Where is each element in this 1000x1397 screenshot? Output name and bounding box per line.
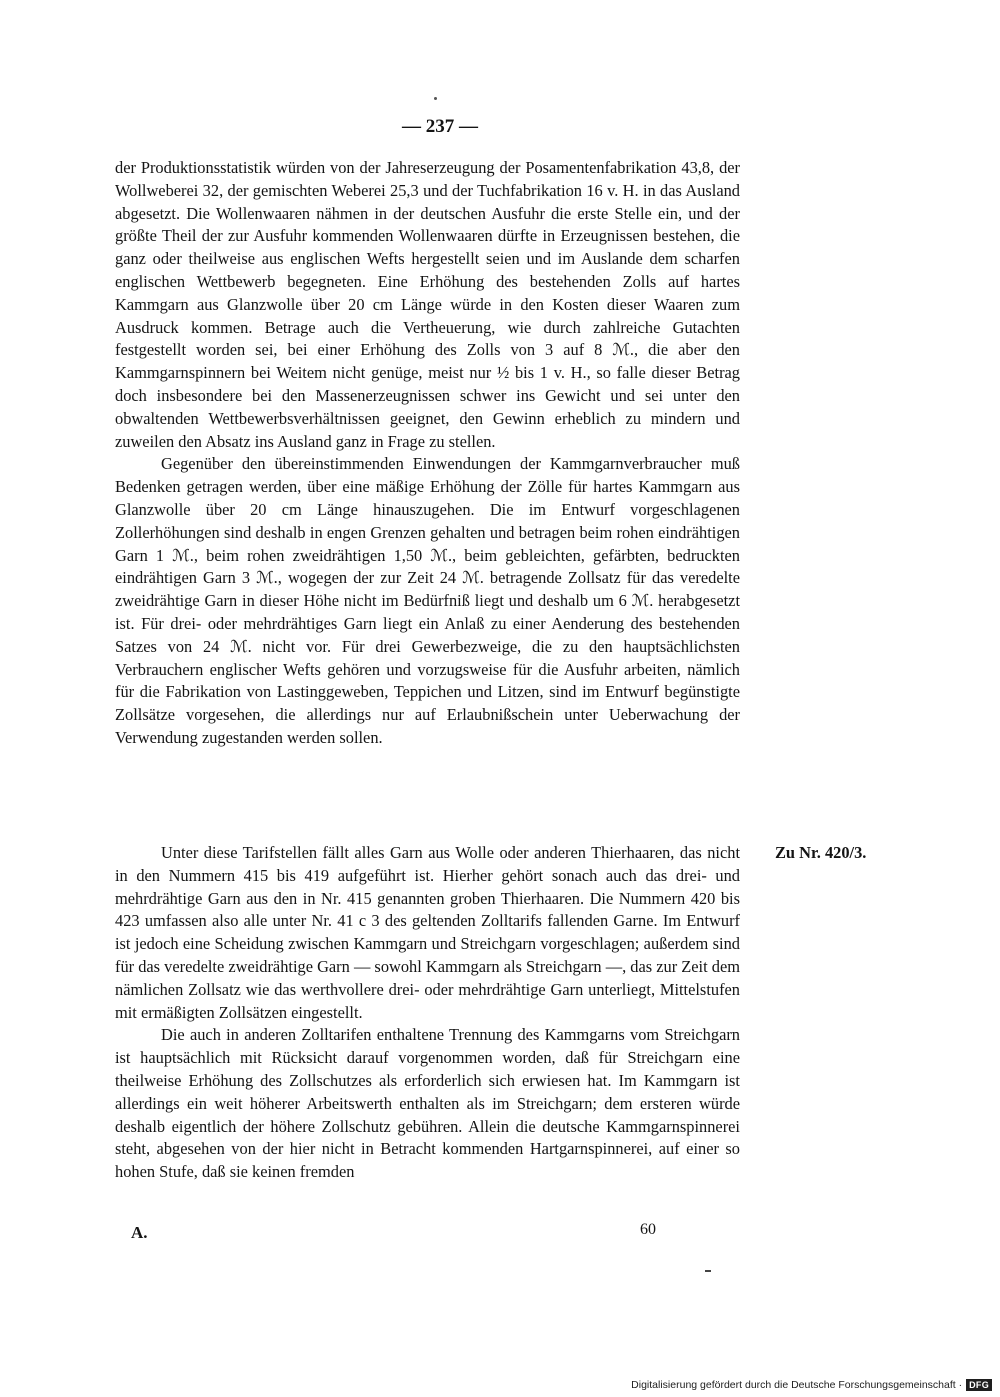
paragraph: Die auch in anderen Zolltarifen enthaltene Trennung des Kammgarns vom Streichgarn ist hauptsächlich mit Rücksicht darauf vorgenommen worden, daß für Streichgarn eine theilweise Erhöhung des Zollschutzes als erforderlich sich erwiesen hat. Im Kammgarn ist allerdings ein weit höherer Arbeitswerth enthalten als im Streichgarn; dem ersteren würde deshalb eigentlich der höhere Zollschutz gebühren. Allein die deutsche Kammgarnspinnerei steht, abgesehen von der hier nicht in Betracht kommenden Hartgarnspinnerei, auf einer so hohen Stufe, daß sie keinen fremden: [115, 1025, 740, 1182]
paragraph: Unter diese Tarifstellen fällt alles Garn aus Wolle oder anderen Thierhaaren, das nicht in den Nummern 415 bis 419 aufgeführt ist. Hierher gehört sonach auch das drei- und mehrdrähtige Garn aus den in Nr. 415 genannten groben Thierhaaren. Die Nummern 420 bis 423 umfassen also alle unter Nr. 41 c 3 des geltenden Zolltarifs fallenden Garne. Im Entwurf ist jedoch eine Scheidung zwischen Kammgarn und Streichgarn vorgeschlagen; außerdem sind für das veredelte zweidrähtige Garn — sowohl Kammgarn als Streichgarn —, das zur Zeit dem nämlichen Zollsatz wie das werthvollere drei- oder mehrdrähtige Garn unterliegt, Mittelstufen mit ermäßigten Zollsätzen eingestellt.: [115, 843, 740, 1022]
footer-credit: Digitalisierung gefördert durch die Deutsche Forschungsgemeinschaft ·: [631, 1379, 963, 1391]
paragraph-continuation: der Produktionsstatistik würden von der Jahreserzeugung der Posamentenfabrikation 43,8, der Wollweberei 32, der gemischten Weberei 25,3 und der Tuchfabrikation 16 v. H. in das Ausland abgesetzt. Die Wollenwaaren nähmen in der deutschen Ausfuhr die erste Stelle ein, und der größte Theil der zur Ausfuhr kommenden Wollenwaaren dürfte in Erzeugnissen bestehen, die ganz oder theilweise aus englischen Wefts hergestellt seien und im Auslande dem scharfen englischen Wettbewerb begegneten. Eine Erhöhung des bestehenden Zolls auf hartes Kammgarn aus Glanzwolle über 20 cm Länge würde in den Kosten dieser Waaren zum Ausdruck kommen. Betrage auch die Vertheuerung, wie durch zahlreiche Gutachten festgestellt worden sei, bei einer Erhöhung des Zolls von 3 auf 8 ℳ., die aber den Kammgarnspinnern bei Weitem nicht genüge, meist nur ½ bis 1 v. H., so falle dieser Betrag doch insbesondere bei den Massenerzeugnissen schwer ins Gewicht und sei unter den obwaltenden Wettbewerbsverhältnissen geeignet, den Gewinn erheblich zu mindern und zuweilen den Absatz ins Ausland ganz in Frage zu stellen.: [115, 158, 740, 451]
paragraph: Gegenüber den übereinstimmenden Einwendungen der Kammgarnverbraucher muß Bedenken getragen werden, über eine mäßige Erhöhung der Zölle für hartes Kammgarn aus Glanzwolle über 20 cm Länge hinauszugehen. Die im Entwurf vorgeschlagenen Zollerhöhungen sind deshalb in engen Grenzen gehalten und betragen beim rohen eindrähtigen Garn 1 ℳ., beim rohen zweidrähtigen 1,50 ℳ., beim gebleichten, gefärbten, bedruckten eindrähtigen Garn 3 ℳ., wogegen der zur Zeit 24 ℳ. betragende Zollsatz für das veredelte zweidrähtige Garn in dieser Höhe nicht im Bedürfniß liegt und deshalb um 6 ℳ. herabgesetzt ist. Für drei- oder mehrdrähtiges Garn liegt ein Anlaß zu einer Aenderung des bestehenden Satzes von 24 ℳ. nicht vor. Für drei Gewerbezweige, die zu den hauptsächlichsten Verbrauchern englischer Wefts gehören und vorzugsweise für die Ausfuhr arbeiten, nämlich für die Fabrikation von Lastinggeweben, Teppichen und Litzen, sind im Entwurf begünstigte Zollsätze vorgesehen, die allerdings nur auf Erlaubnißschein unter Ueberwachung der Verwendung zugestanden werden sollen.: [115, 454, 740, 747]
text-block-bottom: [115, 842, 740, 1184]
text-block-top: [115, 157, 740, 750]
digitization-footer: [631, 1379, 992, 1391]
sheet-number: 60: [640, 1221, 656, 1238]
print-speck: [434, 97, 437, 100]
dfg-logo-icon: DFG: [966, 1379, 992, 1391]
page-number: — 237 —: [402, 116, 478, 137]
print-dash: [705, 1270, 711, 1272]
margin-note: Zu Nr. 420/3.: [775, 843, 867, 862]
signature-letter: A.: [131, 1223, 148, 1242]
